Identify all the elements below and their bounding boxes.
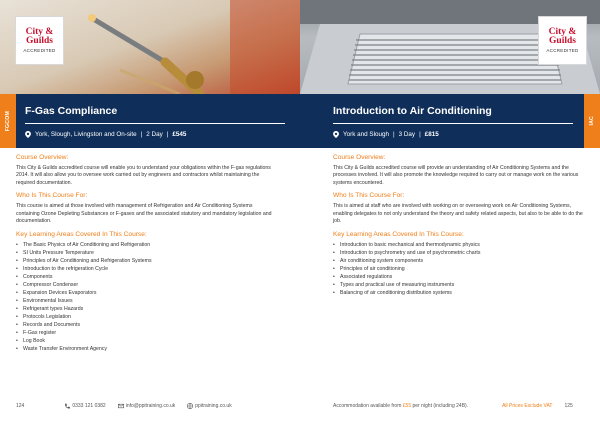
accommodation-note xyxy=(333,403,468,409)
list-item: • Air conditioning system components xyxy=(333,257,585,265)
list-item: • Compressor Condenser xyxy=(16,281,274,289)
left-course-meta xyxy=(25,131,186,138)
left-footer xyxy=(16,403,232,409)
left-overview-heading: Course Overview: xyxy=(16,154,69,161)
list-item: • Principles of air conditioning xyxy=(333,265,585,273)
city-guilds-logo-line1: City & xyxy=(548,27,577,37)
left-learning-list xyxy=(16,241,274,353)
left-course-title: F-Gas Compliance xyxy=(25,105,118,117)
right-audience-heading: Who Is This Course For: xyxy=(333,192,405,200)
right-course-locations: York and Slough xyxy=(343,131,389,138)
right-course-meta xyxy=(333,131,439,138)
email-link[interactable]: info@ppitraining.co.uk xyxy=(125,403,176,409)
list-item: • F-Gas register xyxy=(16,329,274,337)
website-link[interactable]: ppitraining.co.uk xyxy=(195,403,232,409)
city-guilds-badge xyxy=(15,16,64,65)
city-guilds-badge xyxy=(538,16,587,65)
right-overview-heading: Course Overview: xyxy=(333,154,386,161)
right-footer xyxy=(333,403,573,409)
list-item: • Refrigerant types Hazards xyxy=(16,305,274,313)
location-pin-icon xyxy=(25,131,31,138)
city-guilds-logo-line2: Guilds xyxy=(549,36,576,46)
left-audience-heading: Who Is This Course For: xyxy=(16,192,88,200)
list-item: • Environmental Issues xyxy=(16,297,274,305)
list-item: • Waste Transfer Environment Agency xyxy=(16,345,274,353)
right-learning-list xyxy=(333,241,585,297)
city-guilds-logo-line1: City & xyxy=(25,27,54,37)
right-page-number: 125 xyxy=(564,403,573,409)
right-audience-text: This is aimed at staff who are involved with working on or overseeing work on Air Conditioning Systems, enabling delegates to not only understand the theory and safety related aspects, but also to be able to do the job. xyxy=(333,202,583,225)
list-item: • Expansion Devices Evaporators xyxy=(16,289,274,297)
accommodation-pre: Accommodation available from xyxy=(333,403,402,409)
meta-separator: | xyxy=(419,131,421,138)
right-course-duration: 3 Day xyxy=(398,131,416,138)
accredited-label: ACCREDITED xyxy=(546,48,579,53)
list-item: • SI Units Pressure Temperature xyxy=(16,249,274,257)
right-course-photo xyxy=(300,0,600,94)
accommodation-price: £55 xyxy=(402,403,412,409)
left-course-locations: York, Slough, Livingston and On-site xyxy=(35,131,137,138)
right-course-code: IAC xyxy=(589,116,595,126)
email-icon xyxy=(118,403,124,409)
list-item: • Introduction to basic mechanical and thermodynamic physics xyxy=(333,241,585,249)
left-course-code: FGCOM xyxy=(5,110,11,132)
right-page xyxy=(300,0,600,425)
right-course-price: £815 xyxy=(424,131,439,138)
accredited-label: ACCREDITED xyxy=(23,48,56,53)
left-page-number: 124 xyxy=(16,403,25,409)
meta-separator: | xyxy=(166,131,169,138)
city-guilds-logo-line2: Guilds xyxy=(26,36,53,46)
right-title-bar xyxy=(300,94,600,148)
right-course-title: Introduction to Air Conditioning xyxy=(333,105,492,117)
left-learning-heading: Key Learning Areas Covered In This Course: xyxy=(16,230,147,238)
list-item: • Log Book xyxy=(16,337,274,345)
left-course-price: £545 xyxy=(172,131,187,138)
vat-note: All Prices Exclude VAT xyxy=(502,403,553,409)
location-pin-icon xyxy=(333,131,339,138)
right-course-code-tab xyxy=(584,94,600,148)
list-item: • Components xyxy=(16,273,274,281)
list-item: • Types and practical use of measuring instruments xyxy=(333,281,585,289)
left-overview-text: This City & Guilds accredited course will enable you to understand your obligations within the F-gas regulations 2014. It will also allow you to oversee work carried out by engineers and contractors whilst maintaining the required documentation. xyxy=(16,164,271,186)
list-item: • Protocols Legislation xyxy=(16,313,274,321)
left-audience-text: This course is aimed at those involved with management of Refrigeration and Air Conditioning Systems containing Ozone Depleting Substances or F-gases and the associated statutory and mandatory legislation and documentation. xyxy=(16,202,272,225)
right-course-body xyxy=(333,154,585,297)
phone-icon xyxy=(64,403,70,409)
right-overview-text: This City & Guilds accredited course will provide an understanding of Air Conditioning Systems and the processes involved. It will also promote the knowledge required to carry out or manage work on the various systems encountered. xyxy=(333,164,579,186)
phone-link[interactable]: 0333 121 0382 xyxy=(72,403,106,409)
right-learning-heading: Key Learning Areas Covered In This Course: xyxy=(333,230,464,238)
list-item: • Records and Documents xyxy=(16,321,274,329)
accommodation-post: per night (including 24B). xyxy=(412,403,469,409)
meta-separator: | xyxy=(140,131,143,138)
list-item: • Balancing of air conditioning distribution systems xyxy=(333,289,585,297)
title-divider xyxy=(333,123,573,124)
list-item: • Introduction to the refrigeration Cycle xyxy=(16,265,274,273)
globe-icon xyxy=(187,403,193,409)
list-item: • Principles of Air Conditioning and Refrigeration Systems xyxy=(16,257,274,265)
left-course-duration: 2 Day xyxy=(146,131,163,138)
left-course-body xyxy=(16,154,274,353)
left-course-photo xyxy=(0,0,300,94)
title-divider xyxy=(25,123,285,124)
meta-separator: | xyxy=(392,131,395,138)
left-course-code-tab xyxy=(0,94,16,148)
left-title-bar xyxy=(0,94,300,148)
list-item: • The Basic Physics of Air Conditioning and Refrigeration xyxy=(16,241,274,249)
list-item: • Introduction to psychrometry and use of psychrometric charts xyxy=(333,249,585,257)
list-item: • Associated regulations xyxy=(333,273,585,281)
